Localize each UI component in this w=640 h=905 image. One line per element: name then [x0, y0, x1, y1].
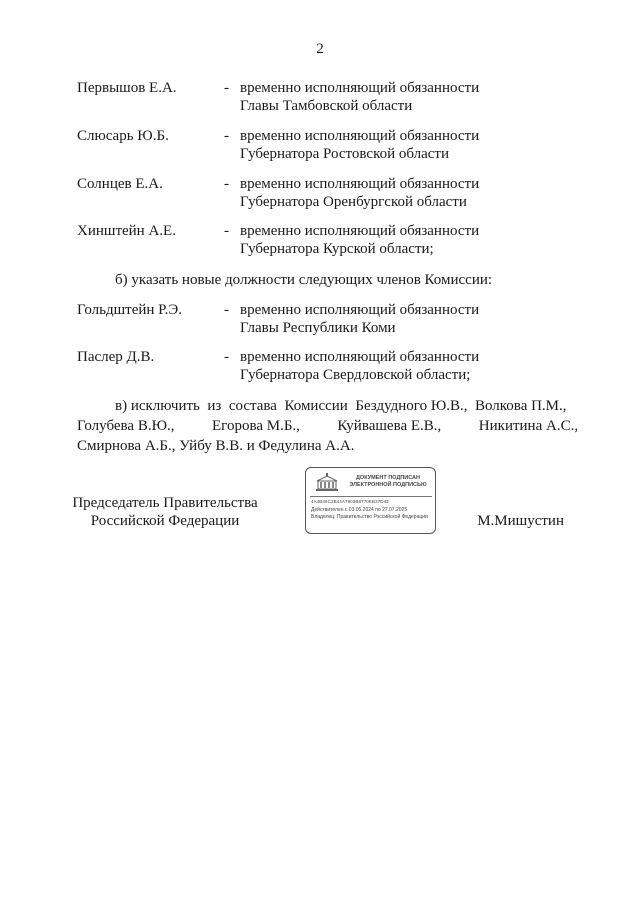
electronic-signature-stamp: [305, 467, 436, 534]
member-name: Первышов Е.А.: [77, 80, 177, 96]
member-name: Слюсарь Ю.Б.: [77, 128, 169, 144]
member-position-line2: Губернатора Свердловской области;: [240, 367, 471, 383]
government-building-icon: [314, 473, 340, 493]
stamp-title-line1: ДОКУМЕНТ ПОДПИСАН: [356, 475, 420, 481]
stamp-serial: 4A4B46C2B44A7903B8770EB37D42: [311, 499, 389, 504]
member-position-line2: Главы Тамбовской области: [240, 98, 413, 114]
member-position-line1: временно исполняющий обязанности: [240, 223, 480, 239]
stamp-owner: Владелец: Правительство Российской Федерации: [311, 514, 428, 520]
signatory-name: М.Мишустин: [477, 513, 564, 529]
member-name: Паслер Д.В.: [77, 349, 155, 365]
section-c-line3: Смирнова А.Б., Уйбу В.В. и Федулина А.А.: [77, 438, 355, 454]
member-position-line1: временно исполняющий обязанности: [240, 302, 480, 318]
page-number: 2: [316, 41, 324, 57]
signatory-title-line2: Российской Федерации: [90, 513, 240, 529]
signatory-title: [60, 494, 270, 530]
member-dash: -: [224, 349, 229, 365]
member-dash: -: [224, 302, 229, 318]
member-name: Гольдштейн Р.Э.: [77, 302, 183, 318]
member-dash: -: [224, 176, 229, 192]
member-position-line1: временно исполняющий обязанности: [240, 176, 480, 192]
member-position-line2: Губернатора Курской области;: [240, 241, 434, 257]
member-name: Солнцев Е.А.: [77, 176, 163, 192]
member-position-line2: Губернатора Оренбургской области: [240, 194, 467, 210]
member-position-line1: временно исполняющий обязанности: [240, 128, 480, 144]
member-position-line2: Губернатора Ростовской области: [240, 146, 450, 162]
section-c-line2: Голубева В.Ю., Егорова М.Б., Куйвашева Е.В., Никитина А.С.,: [77, 418, 579, 434]
member-name: Хинштейн А.Е.: [77, 223, 176, 239]
member-position-line2: Главы Республики Коми: [240, 320, 396, 336]
stamp-divider: [310, 496, 432, 497]
section-b-text: б) указать новые должности следующих членов Комиссии:: [115, 272, 493, 288]
member-position-line1: временно исполняющий обязанности: [240, 349, 480, 365]
member-position-line1: временно исполняющий обязанности: [240, 80, 480, 96]
stamp-title: [342, 475, 434, 489]
section-c-line1: в) исключить из состава Комиссии Бездудного Ю.В., Волкова П.М.,: [115, 398, 567, 414]
stamp-validity: Действителен с 03.05.2024 по 27.07.2025: [311, 507, 408, 513]
member-dash: -: [224, 80, 229, 96]
member-dash: -: [224, 223, 229, 239]
stamp-title-line2: ЭЛЕКТРОННОЙ ПОДПИСЬЮ: [349, 482, 427, 488]
signatory-title-line1: Председатель Правительства: [72, 495, 258, 511]
member-dash: -: [224, 128, 229, 144]
